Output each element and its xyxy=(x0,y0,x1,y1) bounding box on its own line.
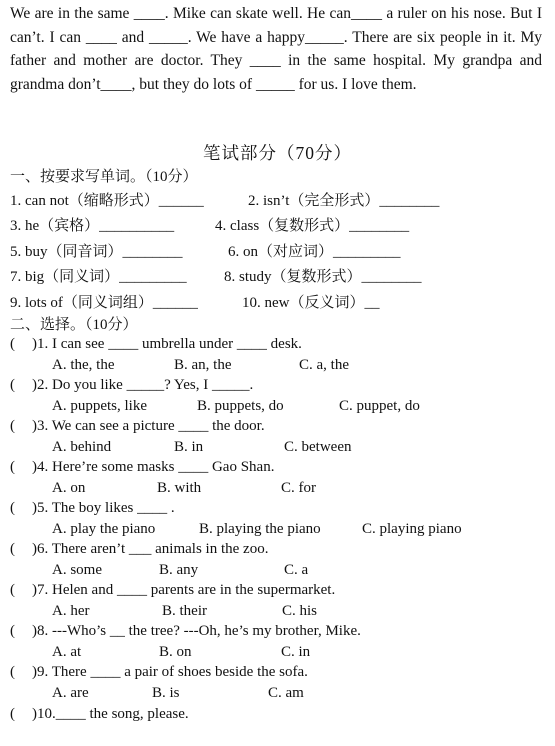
question-stem: ( )9. There ____ a pair of shoes beside the sofa. xyxy=(10,664,308,680)
word-task: 5. buy（同音词）________ xyxy=(10,244,183,260)
answer-bracket[interactable]: ( xyxy=(10,541,15,557)
question-stem: ( )4. Here’re some masks ____ Gao Shan. xyxy=(10,459,275,475)
option: A. on xyxy=(52,480,86,496)
option: A. are xyxy=(52,685,89,701)
option: A. play the piano xyxy=(52,521,156,537)
option: B. on xyxy=(159,644,192,660)
option: B. in xyxy=(174,439,204,455)
option: C. for xyxy=(281,480,316,496)
option: C. a, the xyxy=(299,357,349,373)
option: C. his xyxy=(282,603,318,619)
written-section-heading: 笔试部分（70分） xyxy=(203,143,352,163)
option: B. any xyxy=(159,562,199,578)
option: A. the, the xyxy=(52,357,115,373)
question-stem: ( )10.____ the song, please. xyxy=(10,706,189,722)
answer-bracket[interactable]: ( xyxy=(10,623,15,639)
word-task-row xyxy=(10,214,410,235)
word-task-row xyxy=(10,240,401,261)
section2-title: 二、选择。（10分） xyxy=(10,317,138,333)
word-task: 9. lots of（同义词组）______ xyxy=(10,295,198,311)
question-stem: ( )8. ---Who’s __ the tree? ---Oh, he’s my brother, Mike. xyxy=(10,623,361,639)
answer-bracket[interactable]: ( xyxy=(10,706,15,722)
option: B. is xyxy=(152,685,180,701)
question-stem: ( )6. There aren’t ___ animals in the zoo. xyxy=(10,541,269,557)
question-stem: ( )7. Helen and ____ parents are in the supermarket. xyxy=(10,582,336,598)
option: C. playing piano xyxy=(362,521,462,537)
word-task-row xyxy=(10,291,380,312)
option: C. a xyxy=(284,562,309,578)
question-stem: ( )3. We can see a picture ____ the door. xyxy=(10,418,265,434)
option: C. puppet, do xyxy=(339,398,420,414)
word-task: 10. new（反义词）__ xyxy=(242,295,380,311)
word-task: 6. on（对应词）_________ xyxy=(228,244,401,260)
word-task: 1. can not（缩略形式）______ xyxy=(10,193,204,209)
option: C. between xyxy=(284,439,352,455)
answer-bracket[interactable]: ( xyxy=(10,664,15,680)
word-task-row xyxy=(10,265,422,286)
section1-title: 一、按要求写单词。（10分） xyxy=(10,169,198,185)
answer-bracket[interactable]: ( xyxy=(10,582,15,598)
answer-bracket[interactable]: ( xyxy=(10,377,15,393)
answer-bracket[interactable]: ( xyxy=(10,418,15,434)
option: A. puppets, like xyxy=(52,398,147,414)
option: B. playing the piano xyxy=(199,521,321,537)
passage-text: We are in the same ____. Mike can skate well. He can____ a ruler on his nose. But I can’t. I can ____ and _____. We have a happy_____. There are six people in it. My father and mother are doctor. They ____ in the same hospital. My grandpa and grandma don’t____, but they do lots of _____ for us. I love them. xyxy=(10,5,542,93)
word-task: 8. study（复数形式）________ xyxy=(224,269,422,285)
word-task: 7. big（同义词）_________ xyxy=(10,269,187,285)
option: C. in xyxy=(281,644,311,660)
option: B. their xyxy=(162,603,207,619)
option: B. puppets, do xyxy=(197,398,284,414)
word-task: 4. class（复数形式）________ xyxy=(215,218,410,234)
question-stem: ( )1. I can see ____ umbrella under ____ desk. xyxy=(10,336,302,352)
question-stem: ( )5. The boy likes ____ . xyxy=(10,500,175,516)
option: A. her xyxy=(52,603,90,619)
answer-bracket[interactable]: ( xyxy=(10,500,15,516)
answer-bracket[interactable]: ( xyxy=(10,336,15,352)
option: B. with xyxy=(157,480,202,496)
option: C. am xyxy=(268,685,304,701)
option: A. behind xyxy=(52,439,112,455)
answer-bracket[interactable]: ( xyxy=(10,459,15,475)
word-task: 2. isn’t（完全形式）________ xyxy=(248,193,440,209)
word-task-row xyxy=(10,189,440,210)
word-task: 3. he（宾格）__________ xyxy=(10,218,175,234)
question-stem: ( )2. Do you like _____? Yes, I _____. xyxy=(10,377,254,393)
option: A. at xyxy=(52,644,82,660)
option: B. an, the xyxy=(174,357,232,373)
option: A. some xyxy=(52,562,102,578)
